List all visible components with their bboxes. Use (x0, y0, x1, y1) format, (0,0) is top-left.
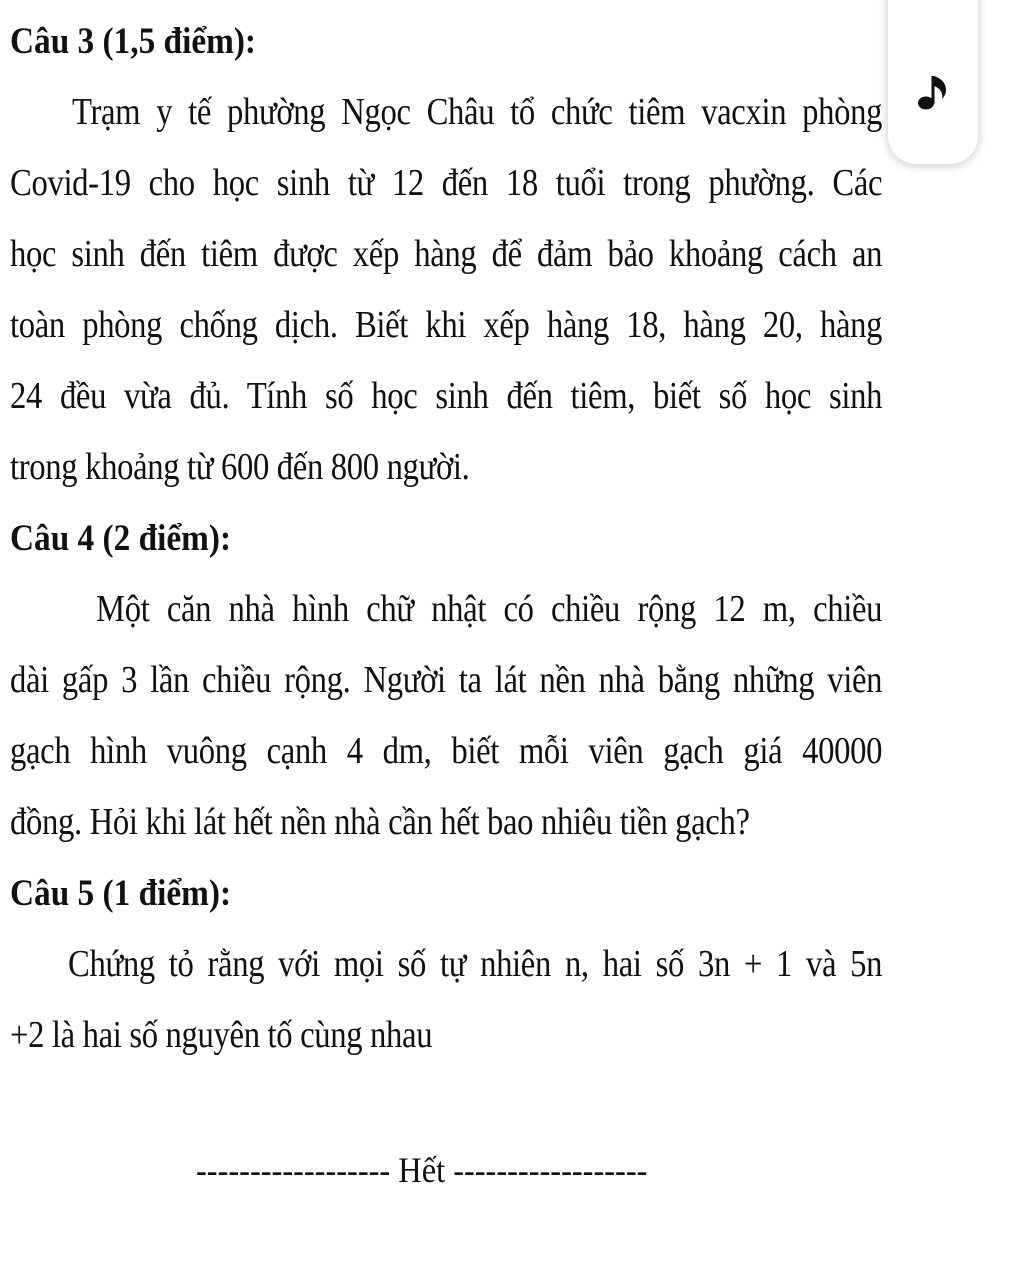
question-3-body (10, 77, 882, 503)
question-4-line: Một căn nhà hình chữ nhật có chiều rộng 12 m, chiều (96, 588, 883, 630)
end-marker (196, 1140, 696, 1200)
question-3-heading: Câu 3 (1,5 điểm): (10, 21, 257, 62)
question-4-line: gạch hình vuông cạnh 4 dm, biết mỗi viên gạch giá 40000 (10, 730, 883, 772)
question-3-line: Covid-19 cho học sinh từ 12 đến 18 tuổi trong phường. Các (10, 162, 883, 204)
question-3 (10, 6, 882, 503)
question-5-line: +2 là hai số nguyên tố cùng nhau (10, 1014, 433, 1056)
question-3-line: Trạm y tế phường Ngọc Châu tổ chức tiêm vacxin phòng (72, 91, 883, 133)
end-marker-text: ------------------ Hết ------------------ (196, 1150, 648, 1190)
question-4-body (10, 574, 882, 858)
music-button[interactable] (888, 0, 978, 164)
question-5-line: Chứng tỏ rằng với mọi số tự nhiên n, hai số 3n + 1 và 5n (68, 943, 883, 985)
question-5-heading: Câu 5 (1 điểm): (10, 873, 232, 914)
question-5 (10, 858, 882, 1071)
question-4-line: dài gấp 3 lần chiều rộng. Người ta lát nền nhà bằng những viên (10, 659, 883, 701)
exam-content (10, 6, 882, 1071)
question-4-heading: Câu 4 (2 điểm): (10, 518, 232, 559)
question-3-line: 24 đều vừa đủ. Tính số học sinh đến tiêm, biết số học sinh (10, 375, 883, 417)
question-5-body (10, 929, 882, 1071)
music-note-icon (916, 72, 950, 112)
question-3-line: học sinh đến tiêm được xếp hàng để đảm bảo khoảng cách an (10, 233, 883, 275)
question-3-line: trong khoảng từ 600 đến 800 người. (10, 446, 470, 488)
question-3-line: toàn phòng chống dịch. Biết khi xếp hàng 18, hàng 20, hàng (10, 304, 883, 346)
question-4-line: đồng. Hỏi khi lát hết nền nhà cần hết bao nhiêu tiền gạch? (10, 801, 750, 843)
question-4 (10, 503, 882, 858)
